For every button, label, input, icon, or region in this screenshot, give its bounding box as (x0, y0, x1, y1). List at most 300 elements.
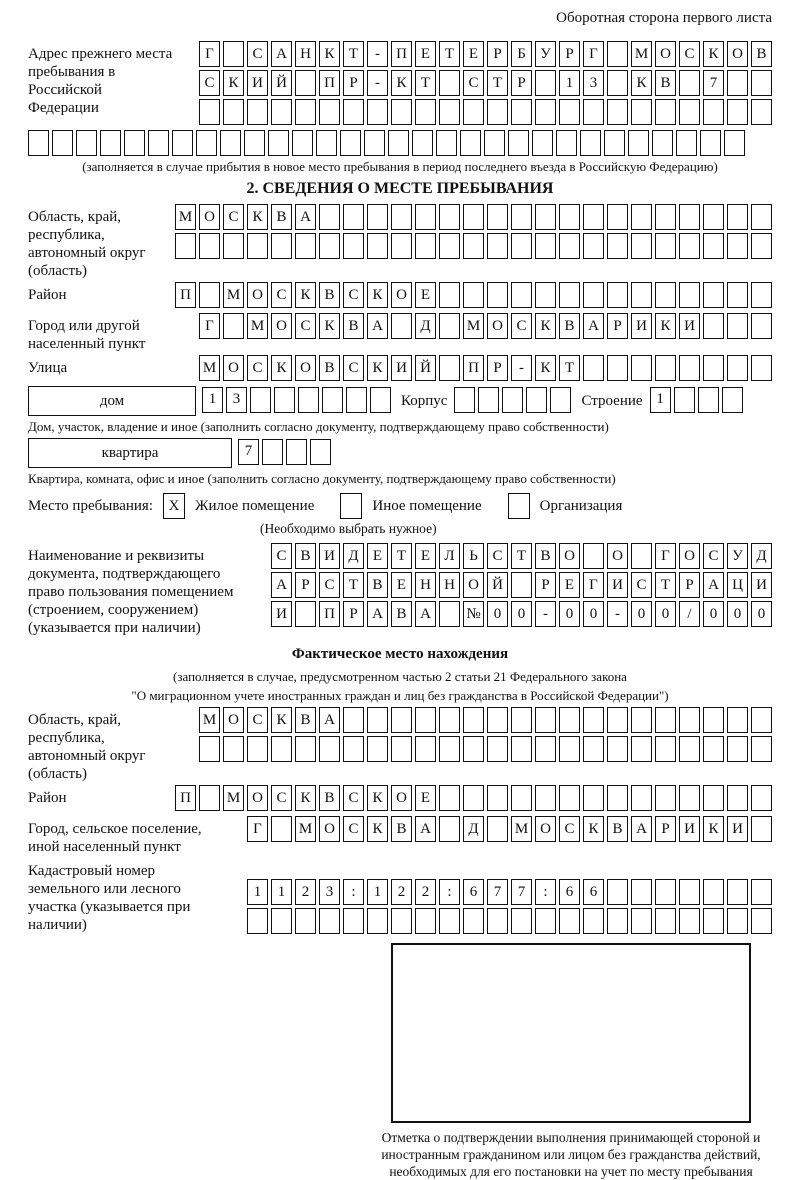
char-cell[interactable] (199, 233, 220, 259)
char-cell[interactable] (607, 204, 628, 230)
char-cell[interactable]: П (319, 601, 340, 627)
char-cell[interactable] (727, 99, 748, 125)
char-cell[interactable] (262, 439, 283, 465)
char-cell[interactable] (439, 707, 460, 733)
char-cell[interactable] (439, 204, 460, 230)
char-cell[interactable] (727, 313, 748, 339)
char-cell[interactable] (172, 130, 193, 156)
char-cell[interactable] (439, 785, 460, 811)
char-cell[interactable]: К (703, 816, 724, 842)
char-cell[interactable] (367, 736, 388, 762)
char-cell[interactable]: К (367, 785, 388, 811)
char-cell[interactable]: К (535, 355, 556, 381)
char-cell[interactable] (199, 99, 220, 125)
char-cell[interactable] (463, 736, 484, 762)
char-cell[interactable] (535, 70, 556, 96)
char-cell[interactable] (727, 908, 748, 934)
char-cell[interactable]: В (559, 313, 580, 339)
char-cell[interactable]: С (343, 355, 364, 381)
char-cell[interactable]: Д (415, 313, 436, 339)
char-cell[interactable]: А (271, 41, 292, 67)
char-cell[interactable] (703, 785, 724, 811)
char-cell[interactable] (271, 908, 292, 934)
char-cell[interactable]: О (607, 543, 628, 569)
char-cell[interactable]: О (679, 543, 700, 569)
char-cell[interactable] (607, 707, 628, 733)
char-cell[interactable] (274, 387, 295, 413)
char-cell[interactable] (559, 908, 580, 934)
char-cell[interactable]: О (223, 707, 244, 733)
char-cell[interactable]: К (319, 313, 340, 339)
char-cell[interactable] (460, 130, 481, 156)
char-cell[interactable] (310, 439, 331, 465)
char-cell[interactable]: Р (511, 70, 532, 96)
char-cell[interactable] (583, 543, 604, 569)
char-cell[interactable]: Д (751, 543, 772, 569)
char-cell[interactable]: 6 (583, 879, 604, 905)
char-cell[interactable] (751, 707, 772, 733)
char-cell[interactable] (343, 99, 364, 125)
char-cell[interactable] (655, 233, 676, 259)
char-cell[interactable] (655, 204, 676, 230)
char-cell[interactable] (511, 572, 532, 598)
char-cell[interactable]: 7 (511, 879, 532, 905)
stay-other-checkbox[interactable] (340, 493, 362, 519)
char-cell[interactable] (487, 736, 508, 762)
char-cell[interactable]: - (367, 70, 388, 96)
char-cell[interactable] (724, 130, 745, 156)
char-cell[interactable]: К (367, 816, 388, 842)
char-cell[interactable] (439, 736, 460, 762)
char-cell[interactable]: Т (487, 70, 508, 96)
char-cell[interactable]: 6 (559, 879, 580, 905)
char-cell[interactable] (559, 736, 580, 762)
char-cell[interactable]: 0 (583, 601, 604, 627)
char-cell[interactable]: И (247, 70, 268, 96)
char-cell[interactable]: В (655, 70, 676, 96)
char-cell[interactable] (559, 99, 580, 125)
char-cell[interactable] (679, 736, 700, 762)
char-cell[interactable]: С (703, 543, 724, 569)
char-cell[interactable]: Г (583, 572, 604, 598)
char-cell[interactable] (679, 355, 700, 381)
char-cell[interactable] (727, 879, 748, 905)
char-cell[interactable] (415, 204, 436, 230)
char-cell[interactable]: 6 (463, 879, 484, 905)
char-cell[interactable]: И (271, 601, 292, 627)
char-cell[interactable] (388, 130, 409, 156)
char-cell[interactable] (295, 70, 316, 96)
char-cell[interactable]: О (391, 282, 412, 308)
char-cell[interactable]: У (727, 543, 748, 569)
char-cell[interactable] (487, 233, 508, 259)
char-cell[interactable] (727, 70, 748, 96)
char-cell[interactable] (100, 130, 121, 156)
char-cell[interactable] (751, 204, 772, 230)
char-cell[interactable] (550, 387, 571, 413)
char-cell[interactable]: / (679, 601, 700, 627)
char-cell[interactable] (607, 233, 628, 259)
char-cell[interactable] (559, 282, 580, 308)
char-cell[interactable] (364, 130, 385, 156)
char-cell[interactable] (727, 355, 748, 381)
char-cell[interactable] (535, 233, 556, 259)
char-cell[interactable]: Р (343, 70, 364, 96)
char-cell[interactable] (559, 785, 580, 811)
char-cell[interactable]: П (319, 70, 340, 96)
char-cell[interactable]: 0 (751, 601, 772, 627)
char-cell[interactable] (631, 707, 652, 733)
char-cell[interactable]: Т (343, 572, 364, 598)
char-cell[interactable]: Ц (727, 572, 748, 598)
char-cell[interactable]: В (319, 785, 340, 811)
char-cell[interactable] (655, 879, 676, 905)
char-cell[interactable] (295, 99, 316, 125)
char-cell[interactable]: К (535, 313, 556, 339)
char-cell[interactable]: № (463, 601, 484, 627)
stay-organization-checkbox[interactable] (508, 493, 530, 519)
char-cell[interactable]: О (271, 313, 292, 339)
char-cell[interactable] (751, 879, 772, 905)
char-cell[interactable]: Р (343, 601, 364, 627)
char-cell[interactable]: О (463, 572, 484, 598)
char-cell[interactable]: Н (415, 572, 436, 598)
char-cell[interactable]: Г (199, 313, 220, 339)
char-cell[interactable]: Р (295, 572, 316, 598)
char-cell[interactable] (343, 736, 364, 762)
char-cell[interactable] (535, 736, 556, 762)
char-cell[interactable] (583, 908, 604, 934)
char-cell[interactable] (487, 707, 508, 733)
char-cell[interactable]: К (223, 70, 244, 96)
char-cell[interactable]: Е (415, 543, 436, 569)
char-cell[interactable] (271, 736, 292, 762)
flat-type-box[interactable]: квартира (28, 438, 232, 468)
char-cell[interactable] (367, 707, 388, 733)
char-cell[interactable] (703, 879, 724, 905)
char-cell[interactable] (391, 313, 412, 339)
char-cell[interactable] (535, 707, 556, 733)
char-cell[interactable]: С (343, 282, 364, 308)
char-cell[interactable] (415, 99, 436, 125)
char-cell[interactable] (631, 785, 652, 811)
char-cell[interactable]: М (511, 816, 532, 842)
char-cell[interactable] (343, 908, 364, 934)
char-cell[interactable]: - (511, 355, 532, 381)
char-cell[interactable]: 1 (202, 387, 223, 413)
char-cell[interactable]: В (751, 41, 772, 67)
char-cell[interactable] (652, 130, 673, 156)
char-cell[interactable] (343, 233, 364, 259)
char-cell[interactable] (679, 233, 700, 259)
char-cell[interactable] (751, 736, 772, 762)
char-cell[interactable]: Т (343, 41, 364, 67)
char-cell[interactable]: И (631, 313, 652, 339)
char-cell[interactable]: О (199, 204, 220, 230)
char-cell[interactable] (415, 233, 436, 259)
char-cell[interactable]: 0 (703, 601, 724, 627)
char-cell[interactable]: П (463, 355, 484, 381)
char-cell[interactable] (439, 601, 460, 627)
char-cell[interactable] (631, 99, 652, 125)
char-cell[interactable]: А (367, 313, 388, 339)
char-cell[interactable]: С (631, 572, 652, 598)
char-cell[interactable] (319, 204, 340, 230)
char-cell[interactable] (439, 99, 460, 125)
char-cell[interactable] (223, 233, 244, 259)
char-cell[interactable]: М (295, 816, 316, 842)
char-cell[interactable]: С (679, 41, 700, 67)
char-cell[interactable] (487, 816, 508, 842)
char-cell[interactable] (703, 99, 724, 125)
char-cell[interactable] (679, 879, 700, 905)
char-cell[interactable] (727, 204, 748, 230)
char-cell[interactable]: Й (415, 355, 436, 381)
char-cell[interactable]: В (391, 816, 412, 842)
char-cell[interactable] (676, 130, 697, 156)
char-cell[interactable]: - (607, 601, 628, 627)
char-cell[interactable] (703, 707, 724, 733)
char-cell[interactable] (679, 908, 700, 934)
char-cell[interactable] (487, 785, 508, 811)
char-cell[interactable]: В (295, 707, 316, 733)
char-cell[interactable]: М (247, 313, 268, 339)
char-cell[interactable]: О (559, 543, 580, 569)
char-cell[interactable]: О (247, 282, 268, 308)
char-cell[interactable]: : (535, 879, 556, 905)
char-cell[interactable] (631, 543, 652, 569)
char-cell[interactable]: В (343, 313, 364, 339)
char-cell[interactable] (559, 707, 580, 733)
char-cell[interactable] (439, 282, 460, 308)
char-cell[interactable]: Р (487, 355, 508, 381)
char-cell[interactable] (703, 908, 724, 934)
char-cell[interactable] (271, 99, 292, 125)
char-cell[interactable] (415, 707, 436, 733)
char-cell[interactable]: О (391, 785, 412, 811)
char-cell[interactable]: 3 (319, 879, 340, 905)
char-cell[interactable] (583, 99, 604, 125)
char-cell[interactable] (607, 785, 628, 811)
char-cell[interactable] (124, 130, 145, 156)
char-cell[interactable] (487, 282, 508, 308)
char-cell[interactable]: М (175, 204, 196, 230)
char-cell[interactable] (674, 387, 695, 413)
char-cell[interactable] (247, 233, 268, 259)
char-cell[interactable]: Т (511, 543, 532, 569)
char-cell[interactable]: А (415, 816, 436, 842)
char-cell[interactable]: Л (439, 543, 460, 569)
char-cell[interactable] (631, 282, 652, 308)
house-type-box[interactable]: дом (28, 386, 196, 416)
char-cell[interactable] (463, 233, 484, 259)
char-cell[interactable] (607, 736, 628, 762)
char-cell[interactable]: 0 (559, 601, 580, 627)
char-cell[interactable] (631, 879, 652, 905)
char-cell[interactable] (52, 130, 73, 156)
char-cell[interactable]: О (655, 41, 676, 67)
char-cell[interactable] (199, 785, 220, 811)
char-cell[interactable] (607, 282, 628, 308)
char-cell[interactable] (655, 282, 676, 308)
char-cell[interactable] (463, 99, 484, 125)
char-cell[interactable]: П (175, 282, 196, 308)
char-cell[interactable] (655, 707, 676, 733)
char-cell[interactable] (391, 707, 412, 733)
char-cell[interactable] (631, 233, 652, 259)
char-cell[interactable] (751, 816, 772, 842)
char-cell[interactable] (415, 908, 436, 934)
char-cell[interactable]: С (223, 204, 244, 230)
char-cell[interactable] (322, 387, 343, 413)
char-cell[interactable]: У (535, 41, 556, 67)
char-cell[interactable]: И (679, 313, 700, 339)
char-cell[interactable] (439, 816, 460, 842)
char-cell[interactable] (607, 99, 628, 125)
char-cell[interactable] (679, 70, 700, 96)
char-cell[interactable]: 2 (391, 879, 412, 905)
char-cell[interactable]: Г (655, 543, 676, 569)
char-cell[interactable] (76, 130, 97, 156)
char-cell[interactable]: С (343, 785, 364, 811)
char-cell[interactable] (526, 387, 547, 413)
char-cell[interactable]: О (247, 785, 268, 811)
char-cell[interactable] (295, 233, 316, 259)
char-cell[interactable] (319, 908, 340, 934)
char-cell[interactable] (319, 736, 340, 762)
char-cell[interactable] (412, 130, 433, 156)
char-cell[interactable] (727, 736, 748, 762)
char-cell[interactable]: В (607, 816, 628, 842)
char-cell[interactable] (298, 387, 319, 413)
char-cell[interactable] (343, 204, 364, 230)
char-cell[interactable] (679, 282, 700, 308)
char-cell[interactable] (463, 707, 484, 733)
char-cell[interactable] (439, 355, 460, 381)
char-cell[interactable] (223, 99, 244, 125)
char-cell[interactable] (655, 908, 676, 934)
char-cell[interactable]: С (199, 70, 220, 96)
char-cell[interactable] (679, 99, 700, 125)
char-cell[interactable]: К (247, 204, 268, 230)
char-cell[interactable] (502, 387, 523, 413)
char-cell[interactable]: Е (463, 41, 484, 67)
char-cell[interactable]: В (367, 572, 388, 598)
char-cell[interactable] (751, 99, 772, 125)
char-cell[interactable]: К (319, 41, 340, 67)
char-cell[interactable]: А (271, 572, 292, 598)
char-cell[interactable] (199, 282, 220, 308)
char-cell[interactable] (463, 785, 484, 811)
char-cell[interactable]: 1 (247, 879, 268, 905)
char-cell[interactable]: П (391, 41, 412, 67)
char-cell[interactable] (286, 439, 307, 465)
char-cell[interactable] (463, 204, 484, 230)
char-cell[interactable]: И (607, 572, 628, 598)
char-cell[interactable]: В (535, 543, 556, 569)
char-cell[interactable] (439, 908, 460, 934)
char-cell[interactable] (487, 204, 508, 230)
char-cell[interactable] (751, 785, 772, 811)
char-cell[interactable] (703, 355, 724, 381)
char-cell[interactable] (454, 387, 475, 413)
char-cell[interactable] (199, 736, 220, 762)
char-cell[interactable]: К (295, 785, 316, 811)
char-cell[interactable] (751, 233, 772, 259)
char-cell[interactable] (319, 233, 340, 259)
char-cell[interactable] (244, 130, 265, 156)
char-cell[interactable] (268, 130, 289, 156)
char-cell[interactable]: - (535, 601, 556, 627)
stay-residential-checkbox[interactable]: X (163, 493, 185, 519)
char-cell[interactable] (271, 233, 292, 259)
char-cell[interactable]: К (271, 355, 292, 381)
char-cell[interactable]: Г (583, 41, 604, 67)
char-cell[interactable] (698, 387, 719, 413)
char-cell[interactable]: 1 (559, 70, 580, 96)
char-cell[interactable]: К (655, 313, 676, 339)
char-cell[interactable]: 0 (487, 601, 508, 627)
char-cell[interactable]: А (415, 601, 436, 627)
char-cell[interactable] (316, 130, 337, 156)
char-cell[interactable]: 1 (367, 879, 388, 905)
char-cell[interactable]: С (271, 282, 292, 308)
char-cell[interactable]: И (751, 572, 772, 598)
char-cell[interactable]: В (271, 204, 292, 230)
char-cell[interactable]: 2 (295, 879, 316, 905)
char-cell[interactable]: А (631, 816, 652, 842)
char-cell[interactable] (655, 99, 676, 125)
char-cell[interactable]: Е (415, 785, 436, 811)
char-cell[interactable]: В (319, 355, 340, 381)
char-cell[interactable] (535, 908, 556, 934)
char-cell[interactable]: М (223, 785, 244, 811)
char-cell[interactable] (655, 785, 676, 811)
char-cell[interactable]: Ь (463, 543, 484, 569)
char-cell[interactable]: : (343, 879, 364, 905)
char-cell[interactable]: О (727, 41, 748, 67)
char-cell[interactable]: Р (535, 572, 556, 598)
char-cell[interactable]: О (319, 816, 340, 842)
char-cell[interactable]: О (487, 313, 508, 339)
char-cell[interactable]: К (583, 816, 604, 842)
char-cell[interactable]: Т (655, 572, 676, 598)
char-cell[interactable] (511, 99, 532, 125)
char-cell[interactable]: Й (271, 70, 292, 96)
char-cell[interactable] (319, 99, 340, 125)
char-cell[interactable]: В (319, 282, 340, 308)
char-cell[interactable] (722, 387, 743, 413)
char-cell[interactable] (583, 355, 604, 381)
char-cell[interactable]: Т (415, 70, 436, 96)
char-cell[interactable]: К (391, 70, 412, 96)
char-cell[interactable] (535, 204, 556, 230)
char-cell[interactable] (292, 130, 313, 156)
char-cell[interactable]: С (247, 41, 268, 67)
char-cell[interactable]: Р (607, 313, 628, 339)
char-cell[interactable]: 7 (487, 879, 508, 905)
char-cell[interactable] (751, 908, 772, 934)
char-cell[interactable]: С (343, 816, 364, 842)
char-cell[interactable]: К (271, 707, 292, 733)
char-cell[interactable]: : (439, 879, 460, 905)
char-cell[interactable] (607, 41, 628, 67)
char-cell[interactable]: М (223, 282, 244, 308)
char-cell[interactable]: С (319, 572, 340, 598)
char-cell[interactable]: К (631, 70, 652, 96)
char-cell[interactable] (439, 313, 460, 339)
char-cell[interactable] (511, 707, 532, 733)
